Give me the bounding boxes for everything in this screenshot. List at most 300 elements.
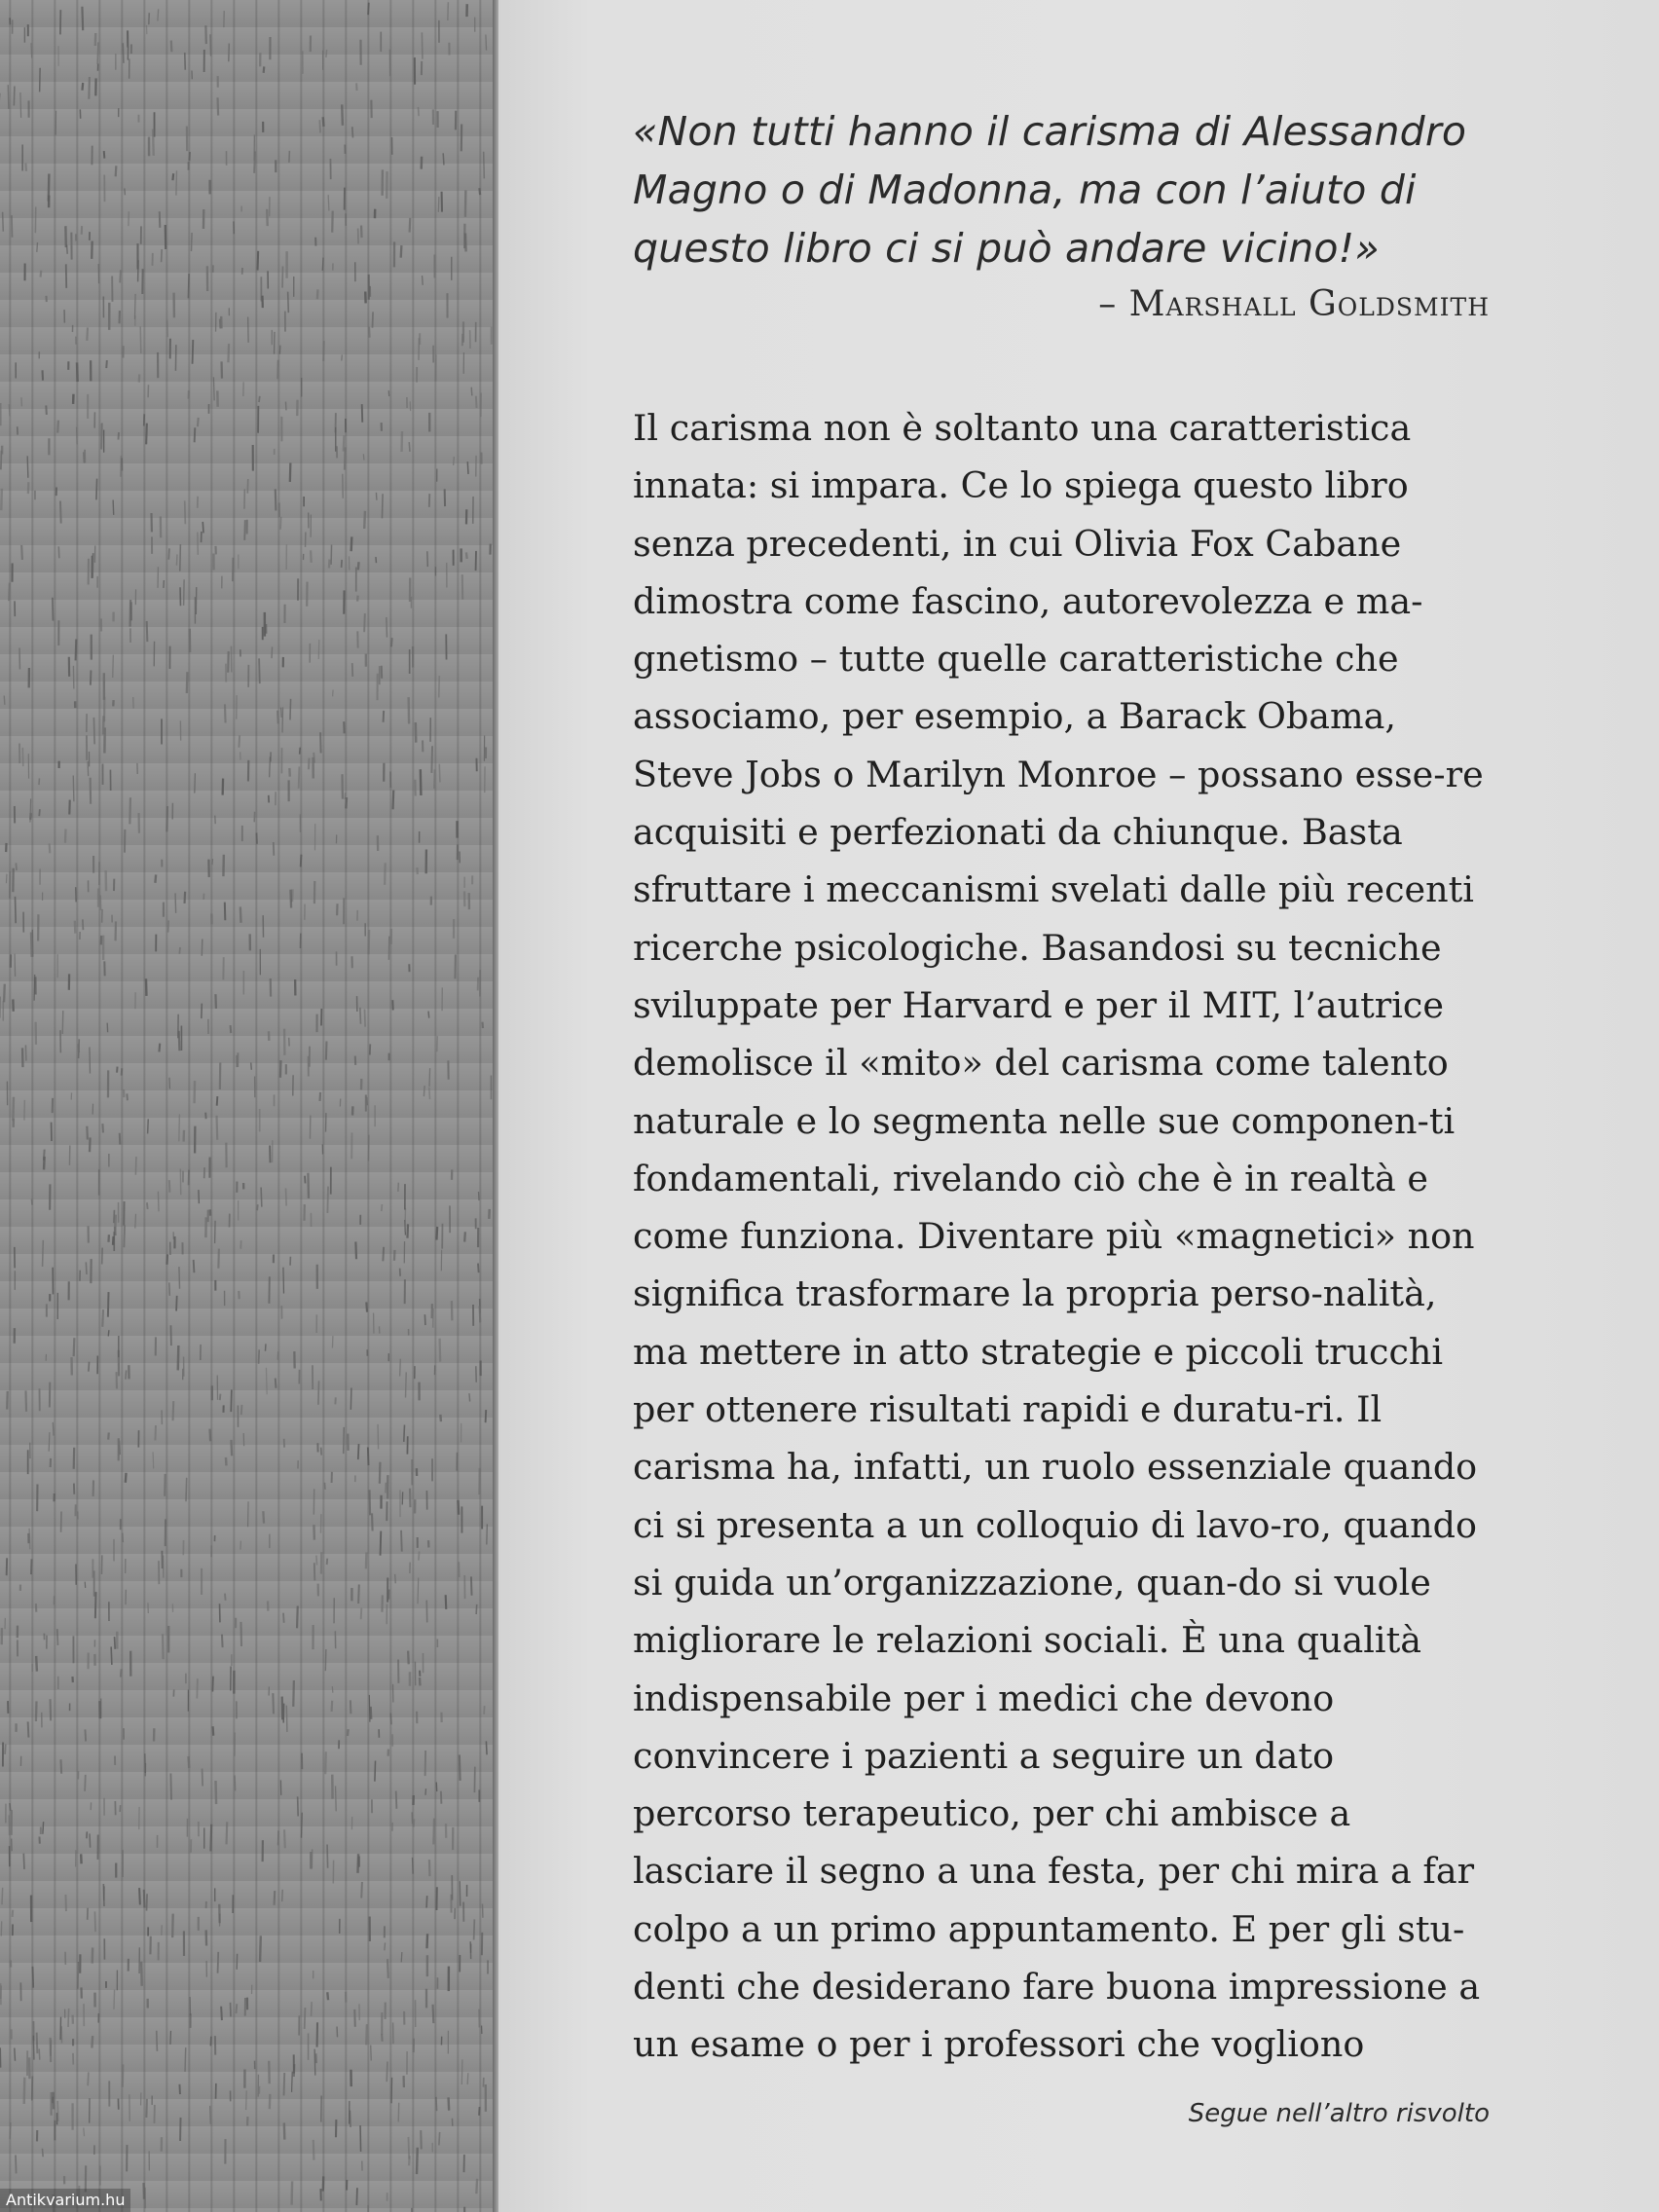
wood-grain-streak <box>418 107 419 116</box>
wood-grain-streak <box>93 718 94 744</box>
wood-grain-streak <box>229 44 230 62</box>
wood-grain-streak <box>167 320 168 338</box>
wood-grain-streak <box>421 769 422 795</box>
wood-grain-streak <box>414 1819 415 1826</box>
wood-grain-streak <box>157 2031 158 2051</box>
wood-grain-streak <box>146 2099 147 2118</box>
wood-grain-streak <box>241 1405 242 1415</box>
wood-grain-streak <box>25 164 26 171</box>
wood-grain-streak <box>190 152 191 161</box>
wood-grain-streak <box>443 153 444 165</box>
wood-grain-streak <box>57 1629 58 1645</box>
wood-grain-streak <box>180 544 181 571</box>
wood-grain-streak <box>476 1604 477 1614</box>
wood-grain-streak <box>84 452 85 462</box>
wood-grain-streak <box>162 249 163 262</box>
wood-grain-streak <box>316 1556 317 1566</box>
wood-grain-streak <box>82 83 83 91</box>
wood-grain-streak <box>139 1888 140 1904</box>
wood-grain-streak <box>108 1432 109 1439</box>
wood-grain-streak <box>146 1894 147 1910</box>
wood-grain-streak <box>14 87 15 106</box>
wood-grain-streak <box>39 809 40 816</box>
wood-grain-streak <box>163 1634 164 1659</box>
wood-grain-streak <box>10 1803 11 1811</box>
wood-grain-streak <box>213 377 214 400</box>
wood-grain-streak <box>166 1254 167 1265</box>
wood-grain-streak <box>327 1992 328 2000</box>
wood-grain-streak <box>240 906 241 922</box>
wood-grain-streak <box>37 2033 38 2053</box>
wood-grain-streak <box>74 1338 75 1356</box>
wood-grain-streak <box>408 2137 409 2159</box>
wood-grain-streak <box>96 479 97 500</box>
wood-grain-streak <box>486 34 487 50</box>
wood-grain-streak <box>259 396 260 402</box>
wood-grain-streak <box>77 362 78 382</box>
wood-grain-streak <box>438 197 439 212</box>
wood-grain-streak <box>9 583 10 602</box>
wood-grain-streak <box>231 1389 232 1412</box>
wood-grain-streak <box>86 1262 87 1274</box>
wood-grain-streak <box>209 1429 210 1442</box>
wood-grain-streak <box>15 2047 16 2060</box>
wood-grain-streak <box>369 1695 370 1722</box>
wood-grain-streak <box>322 258 323 271</box>
wood-grain-streak <box>324 1483 325 1490</box>
wood-grain-streak <box>400 1359 401 1377</box>
wood-grain-streak <box>120 1133 121 1145</box>
wood-grain-streak <box>115 1637 116 1649</box>
wood-grain-streak <box>318 640 319 659</box>
wood-grain-streak <box>39 2048 40 2059</box>
wood-grain-streak <box>179 947 180 954</box>
wood-grain-streak <box>420 1677 421 1685</box>
wood-grain-streak <box>484 152 485 179</box>
wood-grain-streak <box>216 1781 217 1804</box>
wood-grain-streak <box>68 2009 69 2027</box>
wood-grain-streak <box>187 672 188 693</box>
wood-grain-streak <box>277 711 278 724</box>
wood-grain-streak <box>320 732 321 753</box>
wood-grain-streak <box>21 397 22 406</box>
wood-grain-streak <box>36 1701 37 1721</box>
wood-grain-streak <box>27 456 28 477</box>
wood-grain-streak <box>226 1457 227 1466</box>
wood-grain-streak <box>479 2107 480 2116</box>
wood-grain-streak <box>433 1819 434 1845</box>
wood-grain-streak <box>24 2078 25 2104</box>
wood-grain-streak <box>225 704 226 722</box>
wood-grain-streak <box>97 42 98 64</box>
wood-grain-streak <box>210 34 211 55</box>
wood-grain-streak <box>259 1349 260 1363</box>
wood-grain-streak <box>363 454 364 460</box>
wood-grain-streak <box>114 1989 115 2009</box>
wood-grain-streak <box>126 1473 127 1483</box>
wood-grain-streak <box>372 1513 373 1530</box>
wood-grain-streak <box>160 211 161 228</box>
wood-grain-streak <box>49 174 50 202</box>
wood-grain-streak <box>391 638 392 646</box>
wood-grain-streak <box>73 776 74 802</box>
wood-grain-streak <box>382 494 383 518</box>
wood-grain-streak <box>23 1854 24 1869</box>
wood-grain-streak <box>259 658 260 683</box>
wood-grain-streak <box>91 670 92 684</box>
wood-grain-streak <box>102 1124 103 1132</box>
wood-grain-streak <box>135 1214 136 1229</box>
wood-grain-streak <box>326 1042 327 1060</box>
wood-grain-streak <box>345 793 346 799</box>
wood-grain-streak <box>218 1249 219 1269</box>
wood-grain-streak <box>358 1584 359 1604</box>
wood-grain-streak <box>327 1187 328 1213</box>
wood-grain-streak <box>60 501 61 524</box>
wood-grain-streak <box>158 1192 159 1212</box>
wood-grain-streak <box>354 2009 355 2027</box>
wood-grain-streak <box>351 536 352 551</box>
wood-grain-streak <box>471 1576 472 1595</box>
wood-grain-streak <box>213 1726 214 1736</box>
wood-grain-streak <box>127 1093 128 1100</box>
wood-grain-streak <box>126 1370 127 1379</box>
wood-grain-streak <box>116 166 117 176</box>
wood-grain <box>0 0 497 2212</box>
wood-grain-streak <box>179 1031 180 1051</box>
wood-grain-streak <box>193 340 194 364</box>
wood-grain-streak <box>280 517 281 530</box>
wood-grain-streak <box>217 1116 218 1140</box>
wood-grain-streak <box>260 1936 261 1962</box>
wood-grain-streak <box>227 1822 228 1844</box>
wood-grain-streak <box>185 500 186 524</box>
wood-grain-streak <box>31 1559 32 1574</box>
wood-grain-streak <box>87 327 88 340</box>
wood-grain-streak <box>168 920 169 932</box>
wood-grain-streak <box>348 1729 349 1736</box>
wood-grain-streak <box>421 2130 422 2149</box>
wood-grain-streak <box>469 1393 470 1401</box>
wood-grain-streak <box>175 893 176 912</box>
wood-grain-streak <box>25 1390 26 1412</box>
wood-grain-streak <box>418 1577 419 1604</box>
wood-grain-streak <box>186 1478 187 1501</box>
wood-grain-streak <box>90 1047 91 1073</box>
wood-grain-streak <box>426 1934 427 1948</box>
wood-grain-streak <box>292 889 293 902</box>
wood-grain-streak <box>312 2002 313 2016</box>
wood-grain-streak <box>471 387 472 396</box>
wood-grain-streak <box>1 489 2 510</box>
wood-grain-streak <box>101 424 102 450</box>
wood-grain-streak <box>228 651 229 673</box>
wood-grain-streak <box>57 421 58 433</box>
wood-grain-streak <box>423 276 424 285</box>
watermark: Antikvarium.hu <box>0 2189 130 2212</box>
wood-grain-streak <box>311 550 312 563</box>
wood-grain-streak <box>336 1786 337 1811</box>
wood-grain-streak <box>314 2049 315 2076</box>
wood-grain-streak <box>466 552 467 559</box>
wood-grain-streak <box>454 457 455 465</box>
wood-grain-streak <box>169 1180 170 1193</box>
quote-attribution: – Marshall Goldsmith <box>1098 284 1490 324</box>
wood-grain-streak <box>170 2031 171 2045</box>
wood-grain-streak <box>478 1264 479 1273</box>
wood-grain-streak <box>401 245 402 258</box>
wood-grain-streak <box>104 151 105 159</box>
wood-grain-streak <box>37 242 38 252</box>
wood-grain-streak <box>408 1651 409 1665</box>
wood-grain-streak <box>46 405 47 414</box>
wood-grain-streak <box>84 2128 85 2137</box>
wood-grain-streak <box>89 1362 90 1372</box>
wood-grain-streak <box>378 1424 379 1449</box>
wood-grain-streak <box>373 312 374 327</box>
wood-grain-streak <box>401 1530 402 1552</box>
wood-grain-streak <box>20 92 21 118</box>
wood-grain-streak <box>34 975 35 1001</box>
wood-grain-streak <box>436 2097 437 2111</box>
wood-grain-streak <box>342 560 343 568</box>
wood-grain-streak <box>147 621 148 642</box>
wood-grain-streak <box>474 1919 475 1939</box>
wood-grain-streak <box>313 2140 314 2160</box>
wood-grain-streak <box>87 1126 88 1140</box>
wood-grain-streak <box>480 1306 481 1322</box>
wood-grain-streak <box>284 1829 285 1848</box>
wood-grain-streak <box>441 1791 442 1804</box>
wood-grain-streak <box>210 2106 211 2124</box>
wood-grain-streak <box>179 1114 180 1141</box>
wood-grain-streak <box>189 1756 190 1768</box>
wood-grain-streak <box>319 120 320 132</box>
wood-grain-streak <box>212 1677 213 1692</box>
wood-grain-streak <box>153 129 154 156</box>
wood-grain-streak <box>327 1845 328 1868</box>
wood-grain-streak <box>36 1656 37 1672</box>
wood-grain-streak <box>103 1884 104 1906</box>
wood-grain-streak <box>5 1745 6 1754</box>
wood-grain-streak <box>366 1552 367 1568</box>
wood-grain-streak <box>42 2149 43 2157</box>
wood-grain-streak <box>440 1339 441 1362</box>
wood-grain-streak <box>221 2007 222 2020</box>
wood-grain-streak <box>218 97 219 115</box>
wood-grain-streak <box>376 557 377 563</box>
wood-grain-streak <box>387 1959 388 1978</box>
wood-grain-streak <box>424 1314 425 1325</box>
flap-body-text: Il carisma non è soltanto una caratteristica innata: si impara. Ce lo spiega questo libro senza precedenti, in cui Olivia Fox Cabane dimostra come fascino, autorevolezza e ma-gnetismo – tutte quelle caratteristiche che associamo, per esempio, a Barack Obama, Steve Jobs o Marilyn Monroe – possano esse-re acquisiti e perfezionati da chiunque. Basta sfruttare i meccanismi svelati dalle più recenti ricerche psicologiche. Basandosi su tecniche sviluppate per Harvard e per il MIT, l’autrice demolisce il «mito» del carisma come talento naturale e lo segmenta nelle sue componen-ti fondamentali, rivelando ciò che è in realtà e come funziona. Diventare più «magnetici» non significa trasformare la propria perso-nalità, ma mettere in atto strategie e piccoli trucchi per ottenere risultati rapidi e duratu-ri. Il carisma ha, infatti, un ruolo essenziale quando ci si presenta a un colloquio di lavo-ro, quando si guida un’organizzazione, quan-do si vuole migliorare le relazioni sociali. È una qualità indispensabile per i medici che devono convincere i pazienti a seguire un dato percorso terapeutico, per chi ambisce a lasciare il segno a una festa, per chi mira a far colpo a un primo appuntamento. E per gli stu-denti che desiderano fare buona impressione a un esame o per i professori che vogliono <box>633 407 1484 2066</box>
wood-grain-streak <box>21 545 22 560</box>
wood-grain-streak <box>50 843 51 853</box>
wood-grain-streak <box>325 1751 326 1774</box>
wood-grain-streak <box>53 1422 54 1436</box>
wood-grain-streak <box>371 1707 372 1719</box>
wood-grain-streak <box>326 50 327 57</box>
wood-grain-streak <box>124 1225 125 1247</box>
wood-grain-streak <box>148 1119 149 1133</box>
wood-grain-streak <box>375 1760 376 1781</box>
wood-grain-streak <box>155 874 156 882</box>
wood-grain-streak <box>371 2046 372 2061</box>
wood-grain-streak <box>364 511 365 529</box>
wood-grain-streak <box>333 690 334 697</box>
wood-grain-streak <box>325 1649 326 1671</box>
wood-grain-streak <box>288 292 289 313</box>
wood-grain-streak <box>460 1754 461 1781</box>
wood-grain-streak <box>318 1381 319 1404</box>
wood-grain-streak <box>376 493 377 500</box>
wood-grain-streak <box>290 462 291 481</box>
wood-grain-streak <box>368 1448 369 1466</box>
wood-grain-streak <box>328 195 329 210</box>
wood-grain-streak <box>427 551 428 567</box>
wood-grain-streak <box>356 2188 357 2205</box>
wood-grain-streak <box>3 212 4 232</box>
wood-grain-streak <box>266 1368 267 1395</box>
wood-grain-streak <box>267 209 268 226</box>
wood-grain-streak <box>274 842 275 856</box>
wood-grain-streak <box>458 1500 459 1515</box>
wood-grain-streak <box>251 1062 252 1069</box>
wood-grain-streak <box>32 1967 33 1988</box>
wood-grain-streak <box>77 427 78 445</box>
wood-grain-streak <box>171 41 172 53</box>
wood-grain-streak <box>85 1775 86 1791</box>
wood-grain-streak <box>185 53 186 70</box>
wood-grain-streak <box>258 251 259 271</box>
wood-grain-streak <box>332 1701 333 1712</box>
wood-grain-streak <box>111 1646 112 1665</box>
wood-grain-streak <box>58 546 59 558</box>
wood-grain-streak <box>280 1060 281 1078</box>
wood-grain-streak <box>270 756 271 777</box>
wood-grain-streak <box>191 233 192 251</box>
wood-grain-streak <box>464 1232 465 1241</box>
wood-grain-streak <box>261 1188 262 1207</box>
wood-grain-streak <box>357 1854 358 1873</box>
wood-grain-streak <box>194 1260 195 1272</box>
wood-grain-streak <box>352 127 353 137</box>
wood-grain-streak <box>467 461 468 474</box>
wood-grain-streak <box>2 1888 3 1904</box>
wood-grain-streak <box>43 1240 44 1267</box>
wood-grain-streak <box>239 735 240 747</box>
wood-grain-streak <box>41 271 42 277</box>
wood-grain-streak <box>244 520 245 540</box>
wood-grain-streak <box>299 766 300 788</box>
wood-grain-streak <box>431 746 432 773</box>
wood-grain-streak <box>401 1952 402 1962</box>
wood-grain-streak <box>344 435 345 451</box>
wood-grain-streak <box>385 1942 386 1950</box>
wood-grain-streak <box>195 773 196 793</box>
wood-grain-streak <box>380 1462 381 1484</box>
wood-grain-streak <box>120 1805 121 1812</box>
wood-grain-streak <box>393 791 394 810</box>
wood-grain-streak <box>361 1882 362 1898</box>
wood-grain-streak <box>51 1699 52 1720</box>
wood-grain-streak <box>344 1427 345 1454</box>
wood-grain-streak <box>360 2125 361 2152</box>
wood-grain-streak <box>315 2053 316 2063</box>
wood-grain-streak <box>286 1706 287 1732</box>
wood-grain-streak <box>88 761 89 776</box>
wood-grain-streak <box>433 2005 434 2023</box>
wood-grain-streak <box>155 1425 156 1440</box>
wood-grain-streak <box>188 274 189 298</box>
wood-grain-streak <box>123 2064 124 2086</box>
wood-grain-streak <box>352 663 353 677</box>
wood-grain-streak <box>406 1372 407 1397</box>
wood-grain-streak <box>228 344 229 362</box>
wood-grain-streak <box>197 1678 198 1698</box>
wood-grain-streak <box>31 43 32 57</box>
wood-grain-streak <box>144 1890 145 1908</box>
wood-grain-streak <box>60 1759 61 1774</box>
wood-grain-streak <box>8 85 9 109</box>
wood-grain-streak <box>368 3 369 15</box>
wood-grain-streak <box>301 855 302 867</box>
wood-grain-streak <box>185 892 186 903</box>
wood-grain-streak <box>158 9 159 20</box>
wood-grain-streak <box>13 1910 14 1917</box>
wood-grain-streak <box>358 1444 359 1459</box>
wood-grain-streak <box>49 1432 50 1452</box>
wood-grain-streak <box>217 1096 218 1106</box>
wood-grain-streak <box>108 1292 109 1317</box>
wood-grain-streak <box>10 2122 11 2139</box>
wood-grain-streak <box>426 1896 427 1907</box>
wood-grain-streak <box>102 1309 103 1327</box>
wood-grain-streak <box>428 1012 429 1018</box>
wood-grain-streak <box>467 2073 468 2084</box>
wood-grain-streak <box>446 1595 447 1609</box>
wood-grain-streak <box>486 1741 487 1754</box>
wood-grain-streak <box>361 1608 362 1620</box>
wood-grain-streak <box>43 1822 44 1834</box>
wood-grain-streak <box>342 354 343 360</box>
wood-grain-streak <box>147 1202 148 1209</box>
wood-grain-streak <box>89 77 90 99</box>
wood-grain-streak <box>120 270 121 282</box>
wood-grain-streak <box>285 402 286 411</box>
wood-grain-streak <box>429 1068 430 1087</box>
wood-grain-streak <box>123 43 124 63</box>
wood-grain-streak <box>346 797 347 808</box>
wood-grain-streak <box>53 598 54 621</box>
wood-grain-streak <box>465 233 466 251</box>
wood-grain-streak <box>484 1706 485 1714</box>
wood-grain-streak <box>384 711 385 722</box>
wood-grain-streak <box>4 695 5 704</box>
wood-grain-streak <box>366 2024 367 2045</box>
wood-grain-streak <box>327 1559 328 1565</box>
wood-grain-streak <box>290 699 291 720</box>
wood-grain-streak <box>75 921 76 934</box>
wood-grain-streak <box>280 708 281 718</box>
wood-grain-streak <box>172 173 173 180</box>
wood-grain-streak <box>439 764 440 783</box>
wood-grain-streak <box>396 1790 397 1808</box>
wood-grain-streak <box>179 2084 180 2094</box>
wood-grain-streak <box>176 554 177 565</box>
wood-grain-streak <box>169 1282 170 1295</box>
wood-grain-streak <box>436 1227 437 1240</box>
wood-grain-streak <box>168 548 169 559</box>
